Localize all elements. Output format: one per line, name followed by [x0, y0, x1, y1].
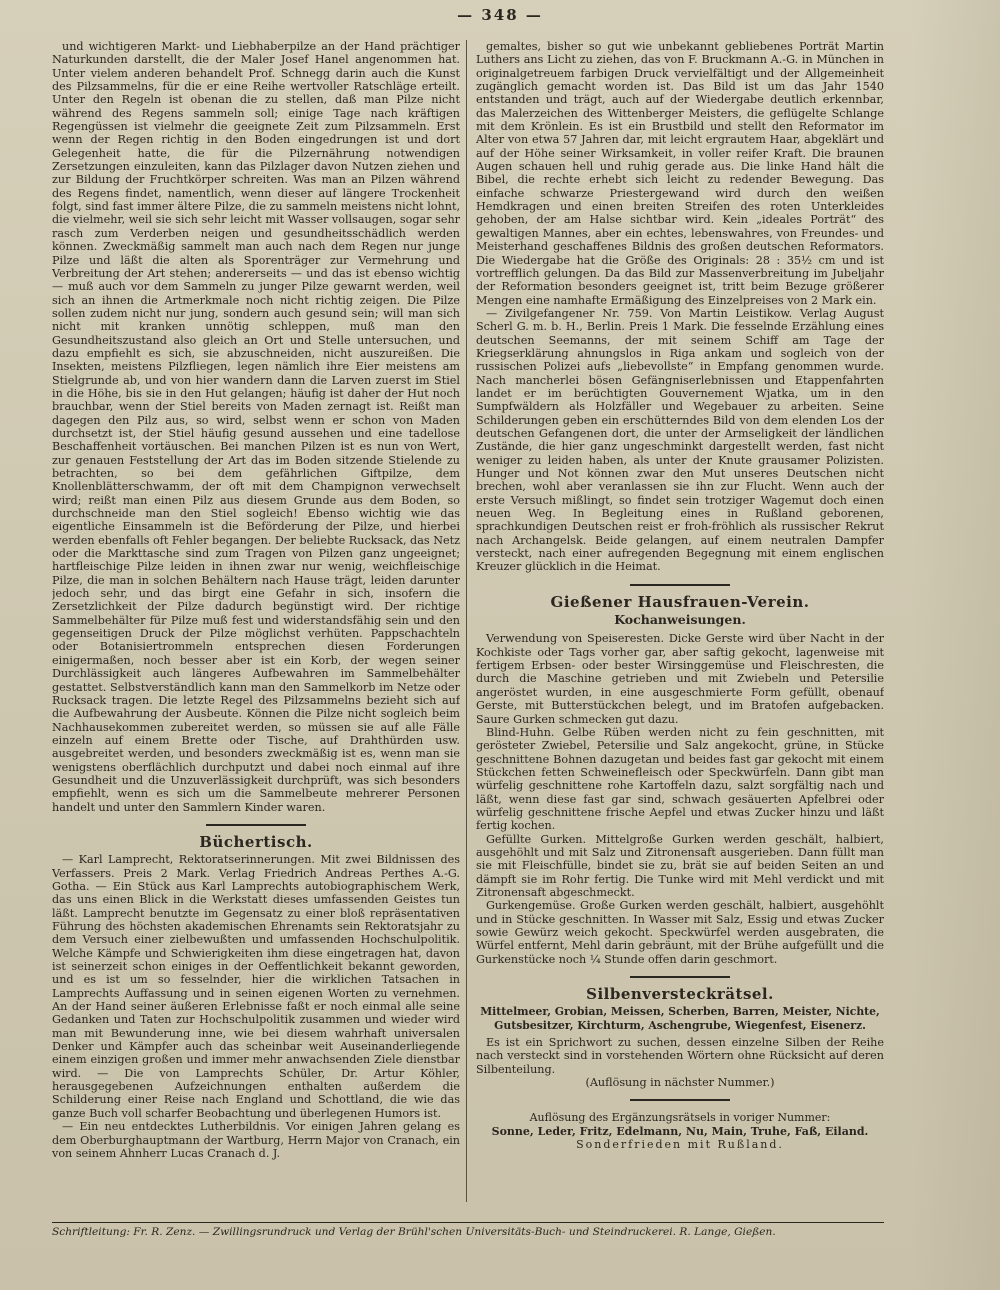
- page-edge-shadow: [910, 0, 1000, 1290]
- review-zivilgefangener: — Zivilgefangener Nr. 759. Von Martin Leistikow. Verlag August Scherl G. m. b. H., Berlin. Preis 1 Mark. Die fesselnde Erzählung eines deutschen Seemanns, der mit seinem Schiff am Tage der Kriegserklärung ahnungslos in Riga ankam und sogleich von der russischen Polizei aufs „liebevollste“ in Empfang genommen wurde. Nach mancherlei bösen Gefängniserlebnissen und Etappenfahrten landet er im berüchtigten Gouvernement Wjatka, um in den Sumpfwäldern als Holzfäller und Wegebauer zu arbeiten. Seine Schilderungen geben ein erschütterndes Bild von dem elenden Los der deutschen Gefangenen dort, die unter der Armseligkeit der ländlichen Zustände, die hier ganz ungeschminkt dargestellt werden, fast nicht weniger zu leiden haben, als unter der Knute grausamer Polizisten. Hunger und Not können zwar den Mut unseres Deutschen nicht brechen, wohl aber veranlassen sie ihn zur Flucht. Wenn auch der erste Versuch mißlingt, so findet sein trotziger Wagemut doch einen neuen Weg. In Begleitung eines in Rußland geborenen, sprachkundigen Deutschen reist er froh-fröhlich als russischer Rekrut nach Archangelsk. Beide gelangen, auf einem neutralen Dampfer versteckt, nach einer aufregenden Begegnung mit einem englischen Kreuzer glücklich in die Heimat.: [476, 306, 884, 574]
- puzzle-words: Mittelmeer, Grobian, Meissen, Scherben, Barren, Meister, Nichte, Gutsbesitzer, Kirchturm, Aschengrube, Wiegenfest, Eisenerz.: [480, 1005, 880, 1032]
- right-column: [476, 40, 884, 1220]
- imprint-footer: Schriftleitung: Fr. R. Zenz. — Zwillingsrundruck und Verlag der Brühl'schen Universitäts-Buch- und Steindruckerei. R. Lange, Gießen.: [52, 1222, 884, 1238]
- puzzle-note: (Auflösung in nächster Nummer.): [585, 1076, 775, 1090]
- section-title-hausfrauen: Gießener Hausfrauen-Verein.: [550, 592, 810, 611]
- solution-title: Auflösung des Ergänzungsrätsels in voriger Nummer:: [529, 1111, 831, 1125]
- solution-block: [476, 1111, 884, 1151]
- puzzle-instructions: Es ist ein Sprichwort zu suchen, dessen einzelne Silben der Reihe nach versteckt sind in vorstehenden Wörtern ohne Rücksicht auf deren Silbenteilung.: [476, 1036, 884, 1076]
- recipe-gefuellte-gurken: Gefüllte Gurken. Mittelgroße Gurken werden geschält, halbiert, ausgehöhlt und mit Salz und Zitronensaft ausgerieben. Dann füllt man sie mit Fleischfülle, bindet sie zu, brät sie auf beiden Seiten an und dämpft sie im Rohr fertig. Die Tunke wird mit Mehl verdickt und mit Zitronensaft abgeschmeckt.: [476, 832, 884, 899]
- section-divider: [630, 584, 730, 586]
- recipe-speisereste: Verwendung von Speiseresten. Dicke Gerste wird über Nacht in der Kochkiste oder Tags vorher gar, aber saftig gekocht, lagenweise mit fertigem Erbsen- oder bester Wirsinggemüse und Fleischresten, die durch die Maschine getrieben und mit Zwiebeln und Petersilie angeröstet wurden, in eine ausgeschmierte Form gefüllt, obenauf Gerste, mit Butterstückchen belegt, und im Bratofen aufgebacken. Saure Gurken schmecken gut dazu.: [476, 632, 884, 726]
- section-title-buechertisch: Büchertisch.: [199, 832, 313, 851]
- section-divider: [630, 1099, 730, 1101]
- review-lutherbildnis-cont: gemaltes, bisher so gut wie unbekannt gebliebenes Porträt Martin Luthers ans Licht zu ziehen, das von F. Bruckmann A.-G. in München in originalgetreuem farbigen Druck vervielfältigt und der Allgemeinheit zugänglich gemacht worden ist. Das Bild ist um das Jahr 1540 entstanden und trägt, auch auf der Wiedergabe deutlich erkennbar, das Malerzeichen des Wittenberger Meisters, die geflügelte Schlange mit dem Krönlein. Es ist ein Brustbild und stellt den Reformator im Alter von etwa 57 Jahren dar, mit leicht ergrautem Haar, abgeklärt und auf der Höhe seiner Wirksamkeit, in voller reifer Kraft. Die braunen Augen schauen hell und ruhig gerade aus. Die linke Hand hält die Bibel, die rechte erhebt sich leicht zu redender Bewegung. Das einfache schwarze Priestergewand wird durch den weißen Hemdkragen und einen breiten Streifen des roten Unterkleides gehoben, der am Halse sichtbar wird. Kein „ideales Porträt“ des gewaltigen Mannes, aber ein echtes, lebenswahres, von Freundes- und Meisterhand geschaffenes Bildnis des großen deutschen Reformators. Die Wiedergabe hat die Größe des Originals: 28 : 35½ cm und ist vortrefflich gelungen. Da das Bild zur Massenverbreitung im Jubeljahr der Reformation besonders geeignet ist, tritt beim Bezuge größerer Mengen eine namhafte Ermäßigung des Einzelpreises von 2 Mark ein.: [476, 40, 884, 307]
- puzzle-title: Silbenversteckrätsel.: [586, 985, 774, 1004]
- page-number: — 348 —: [457, 6, 543, 24]
- left-column: [52, 40, 460, 1220]
- recipe-blind-huhn: Blind-Huhn. Gelbe Rüben werden nicht zu fein geschnitten, mit gerösteter Zwiebel, Petersilie und Salz angekocht, grüne, in Stücke geschnittene Bohnen dazugetan und beides fast gar gekocht mit einem Stückchen fetten Schweinefleisch oder Speckwürfeln. Dann gibt man würfelig geschnittene rohe Kartoffeln dazu, salzt sorgfältig nach und läßt, wenn diese fast gar sind, schwach gesäuerten Apfelbrei oder würfelig geschnittene frische Aepfel und etwas Zucker hinzu und läßt fertig kochen.: [476, 725, 884, 833]
- solution-answer: Sonderfrieden mit Rußland.: [576, 1138, 784, 1152]
- section-divider: [206, 824, 306, 826]
- section-divider: [630, 976, 730, 978]
- column-rule: [466, 40, 467, 1202]
- review-lamprecht: — Karl Lamprecht, Rektoratserinnerungen. Mit zwei Bildnissen des Verfassers. Preis 2 Mark. Verlag Friedrich Andreas Perthes A.-G. Gotha. — Ein Stück aus Karl Lamprechts autobiographischem Werk, das uns einen Blick in die Werkstatt dieses umfassenden Geistes tun läßt. Lamprecht benutzte im Gegensatz zu einer bloß repräsentativen Führung des höchsten akademischen Ehrenamts sein Rektoratsjahr zu dem Versuch einer zielbewußten und umfassenden Hochschulpolitik. Welche Kämpfe und Schwierigkeiten ihm diese eingetragen hat, davon ist seinerzeit schon einiges in der Oeffentlichkeit bekannt geworden, und es ist um so fesselnder, hier die wirklichen Tatsachen in Lamprechts Auffassung und in seinen eigenen Worten zu vernehmen. An der Hand seiner äußeren Erlebnisse faßt er noch einmal alle seine Gedanken und Taten zur Hochschulpolitik zusammen und wieder wird man mit Bewunderung inne, wie bei diesem wahrhaft universalen Denker und Kämpfer auch das scheinbar weit Auseinanderliegende einem einzigen großen und immer mehr anwachsenden Ziele dienstbar wird. — Die von Lamprechts Schüler, Dr. Artur Köhler, herausgegebenen Aufzeichnungen enthalten außerdem die Schilderung einer Reise nach England und Schottland, die wie das ganze Buch voll scharfer Beobachtung und überlegenen Humors ist.: [52, 853, 460, 1120]
- mushroom-article-paragraph: und wichtigeren Markt- und Liebhaberpilze an der Hand prächtiger Naturkunden darstellt, die der Maler Josef Hanel angenommen hat. Unter vielem anderen behandelt Prof. Schnegg darin auch die Kunst des Pilzsammelns, für die er eine Reihe wertvoller Ratschläge erteilt. Unter den Regeln ist obenan die zu stellen, daß man Pilze nicht während des Regens sammeln soll; einige Tage nach kräftigen Regengüssen ist vielmehr die geeignete Zeit zum Pilzsammeln. Erst wenn der Regen richtig in den Boden eingedrungen ist und dort Gelegenheit hatte, die für die Pilzernährung notwendigen Zersetzungen einzuleiten, kann das Pilzlager davon Nutzen ziehen und zur Bildung der Fruchtkörper schreiten. Was man an Pilzen während des Regens findet, namentlich, wenn dieser auf längere Trockenheit folgt, sind fast immer ältere Pilze, die zu sammeln meistens nicht lohnt, die vielmehr, weil sie sich sehr leicht mit Wasser vollsaugen, sogar sehr rasch zum Verderben neigen und gesundheitsschädlich werden können. Zweckmäßig sammelt man auch nach dem Regen nur junge Pilze und läßt die alten als Sporenträger zur Vermehrung und Verbreitung der Art stehen; andererseits — und das ist ebenso wichtig — muß auch vor dem Sammeln zu junger Pilze gewarnt werden, weil sich an ihnen die Artmerkmale noch nicht richtig zeigen. Die Pilze sollen zudem nicht nur jung, sondern auch gesund sein; will man sich nicht mit kranken unnötig schleppen, muß man den Gesundheitszustand also gleich an Ort und Stelle untersuchen, und dazu empfiehlt es sich, sie abzuschneiden, nicht auszureißen. Die Insekten, meistens Pilzfliegen, legen nämlich ihre Eier meistens am Stielgrunde ab, und von hier wandern dann die Larven zuerst im Stiel in die Höhe, bis sie in den Hut gelangen; häufig ist daher der Hut noch brauchbar, wenn der Stiel bereits von Maden zernagt ist. Reißt man dagegen den Pilz aus, so wird, selbst wenn er schon von Maden durchsetzt ist, der Stiel häufig gesund aussehen und eine tadellose Beschaffenheit vortäuschen. Bei manchen Pilzen ist es nun von Wert, zur genauen Feststellung der Art das im Boden sitzende Stielende zu betrachten, so bei dem gefährlichen Giftpilze, dem Knollenblätterschwamm, der oft mit dem Champignon verwechselt wird; reißt man einen Pilz aus diesem Grunde aus dem Boden, so durchschneide man den Stiel sogleich! Ebenso wichtig wie das eigentliche Einsammeln ist die Beförderung der Pilze, und hierbei werden ebenfalls oft Fehler begangen. Der beliebte Rucksack, das Netz oder die Markttasche sind zum Tragen von Pilzen ganz ungeeignet; hartfleischige Pilze leiden in ihnen zwar nur wenig, weichfleischige Pilze, die man in solchen Behältern nach Hause trägt, leiden darunter jedoch sehr, und das birgt eine Gefahr in sich, insofern die Zersetzlichkeit der Pilze dadurch begünstigt wird. Der richtige Sammelbehälter für Pilze muß fest und widerstandsfähig sein und den gegenseitigen Druck der Pilze möglichst verhüten. Pappschachteln oder Botanisiertrommeln entsprechen diesen Forderungen einigermaßen, noch besser aber ist ein Korb, der wegen seiner Durchlässigkeit auch längeres Aufbewahren im Sammelbehälter gestattet. Selbstverständlich kann man den Sammelkorb im Netze oder Rucksack tragen. Die letzte Regel des Pilzsammelns bezieht sich auf die Aufbewahrung der Ausbeute. Können die Pilze nicht sogleich beim Nachhausekommen zubereitet werden, so müssen sie auf alle Fälle einzeln auf einem Brette oder Tische, auf Drahthürden usw. ausgebreitet werden, und besonders zweckmäßig ist es, wenn man sie wenigstens oberflächlich durchputzt und dabei noch einmal auf ihre Gesundheit und die Unzuverlässigkeit durchprüft, was sich besonders empfiehlt, wenn es sich um die Sammelbeute mehrerer Personen handelt und unter den Sammlern Kinder waren.: [52, 40, 460, 814]
- solution-words: Sonne, Leder, Fritz, Edelmann, Nu, Main, Truhe, Faß, Eiland.: [491, 1124, 869, 1138]
- subtitle-kochanweisungen: Kochanweisungen.: [614, 612, 746, 628]
- review-lutherbildnis-start: — Ein neu entdecktes Lutherbildnis. Vor einigen Jahren gelang es dem Oberburghauptmann der Wartburg, Herrn Major von Cranach, ein von seinem Ahnherr Lucas Cranach d. J.: [52, 1120, 460, 1160]
- recipe-gurkengemuese: Gurkengemüse. Große Gurken werden geschält, halbiert, ausgehöhlt und in Stücke geschnitten. In Wasser mit Salz, Essig und etwas Zucker sowie Gewürz weich gekocht. Speckwürfel werden ausgebraten, die Würfel entfernt, Mehl darin gebräunt, mit der Brühe aufgefüllt und die Gurkenstücke noch ¼ Stunde offen darin geschmort.: [476, 899, 884, 966]
